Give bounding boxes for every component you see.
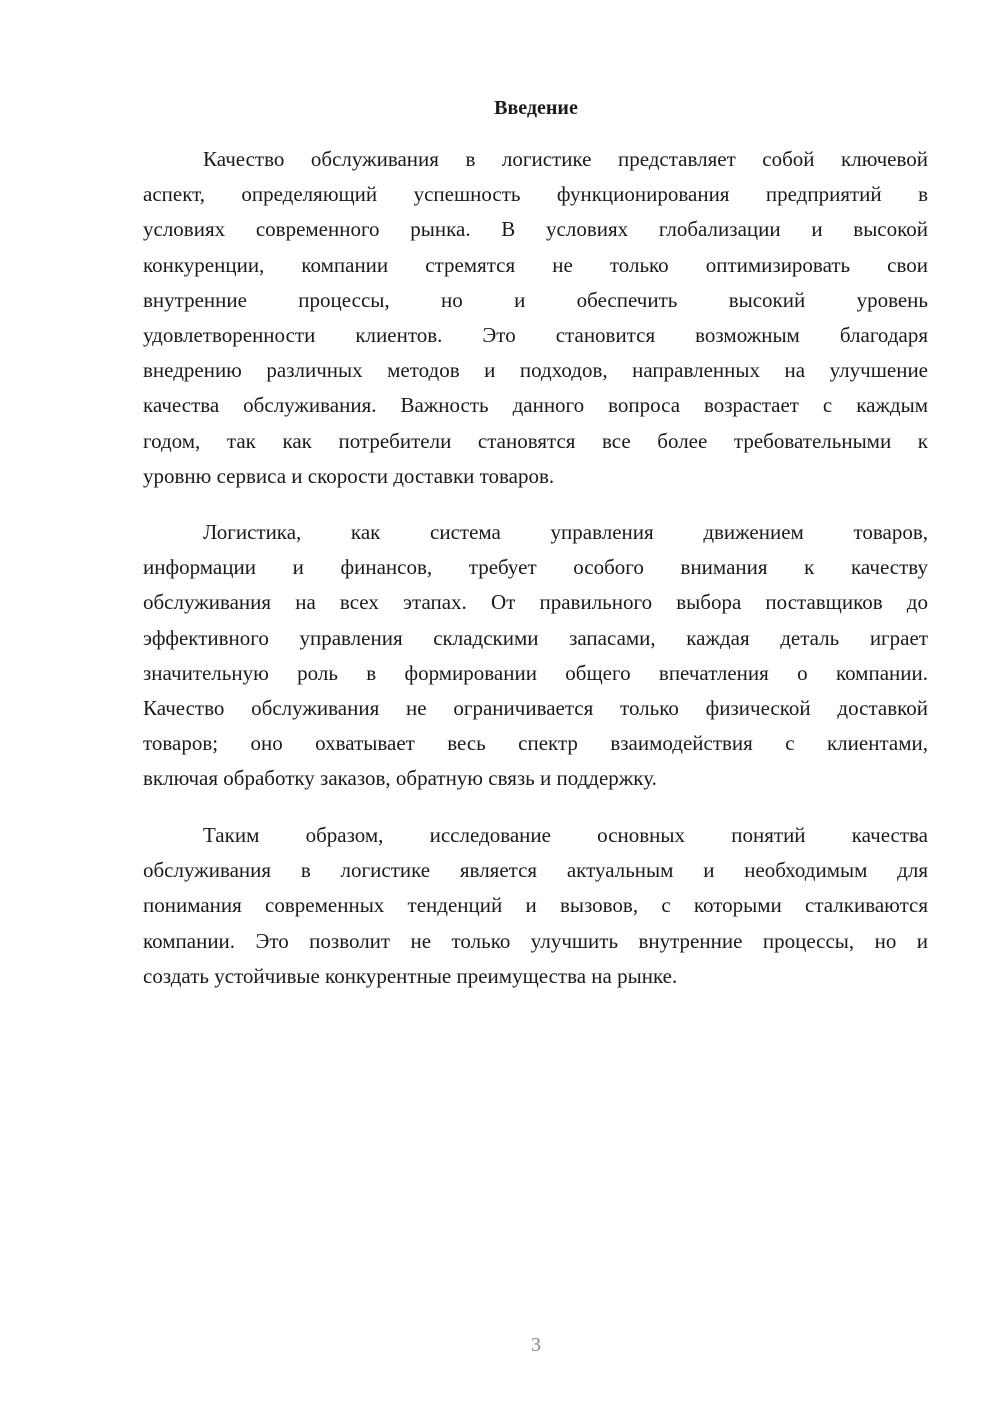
paragraph [143,515,928,797]
text-line: понимания современных тенденций и вызовов, с которыми сталкиваются [143,893,928,918]
text-line: конкуренции, компании стремятся не только оптимизировать свои [143,252,928,277]
text-line: уровню сервиса и скорости доставки товаров. [143,463,555,488]
text-line: Качество обслуживания в логистике представляет собой ключевой [203,147,928,171]
text-line: Логистика, как система управления движением товаров, [203,520,928,544]
text-line: обслуживания на всех этапах. От правильного выбора поставщиков до [143,590,928,615]
text-line: Качество обслуживания не ограничивается только физической доставкой [143,695,928,720]
page-number: 3 [531,1334,541,1356]
text-line: внедрению различных методов и подходов, направленных на улучшение [143,358,928,383]
text-line: обслуживания в логистике является актуальным и необходимым для [143,858,928,883]
text-line: внутренние процессы, но и обеспечить высокий уровень [143,287,928,312]
text-line: качества обслуживания. Важность данного вопроса возрастает с каждым [143,393,928,418]
text-line: удовлетворенности клиентов. Это становится возможным благодаря [143,322,928,347]
text-line: товаров; оно охватывает весь спектр взаимодействия с клиентами, [143,731,928,756]
paragraph [143,142,928,494]
text-line: аспект, определяющий успешность функционирования предприятий в [143,182,928,207]
text-line: условиях современного рынка. В условиях глобализации и высокой [143,217,928,242]
text-line: Таким образом, исследование основных понятий качества [203,823,928,847]
section-title: Введение [494,97,578,119]
text-line: годом, так как потребители становятся все более требовательными к [143,428,928,453]
text-line: информации и финансов, требует особого внимания к качеству [143,555,928,580]
text-line: эффективного управления складскими запасами, каждая деталь играет [143,625,928,650]
text-line: значительную роль в формировании общего впечатления о компании. [143,660,928,685]
text-line: включая обработку заказов, обратную связь и поддержку. [143,766,657,791]
text-line: компании. Это позволит не только улучшить внутренние процессы, но и [143,928,928,953]
text-line: создать устойчивые конкурентные преимущества на рынке. [143,963,678,988]
paragraph [143,818,928,994]
